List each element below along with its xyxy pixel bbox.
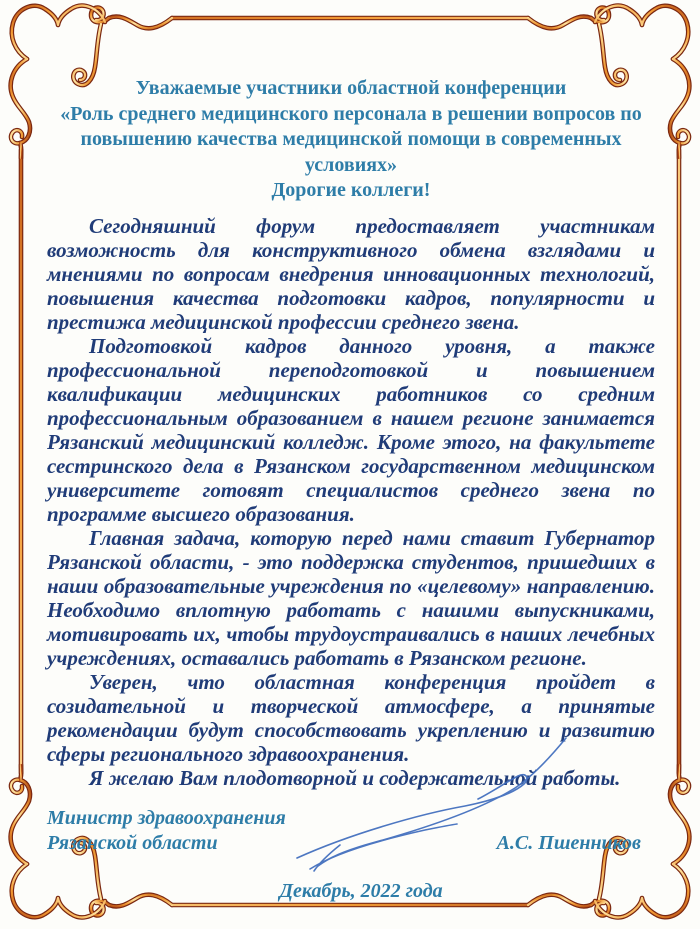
letter-content [47, 76, 655, 903]
letter-header [47, 76, 655, 204]
body-paragraph: Я желаю Вам плодотворной и содержательной работы. [89, 765, 621, 790]
greeting-line: Уважаемые участники областной конференции [135, 77, 567, 99]
signer-title-line1: Министр здравоохранения [47, 806, 286, 829]
body-paragraph: Уверен, что областная конференция пройдет в созидательной и творческой атмосфере, а принятые рекомендации будут способствовать укреплению и развитию сферы регионального здравоохранения. [47, 669, 655, 766]
signer-title [47, 806, 286, 856]
date-line: Декабрь, 2022 года [279, 879, 443, 902]
letter-body [47, 214, 655, 790]
conference-title: «Роль среднего медицинского персонала в решении вопросов по повышению качества медицинской помощи в современных условиях» [60, 102, 642, 176]
body-paragraph: Подготовкой кадров данного уровня, а также профессиональной переподготовкой и повышением квалификации медицинских работников со средним профессиональным образованием в нашем регионе занимается Рязанский медицинский колледж. Кроме этого, на факультете сестринского дела в Рязанском государственном медицинском университете готовят специалистов среднего звена по программе высшего образования. [47, 333, 655, 526]
salutation-line: Дорогие коллеги! [271, 179, 431, 201]
signer-title-line2: Рязанской области [47, 831, 218, 854]
body-paragraph: Сегодняшний форум предоставляет участникам возможность для конструктивного обмена взглядами и мнениями по вопросам внедрения инновационных технологий, повышения качества подготовки кадров, популярности и престижа медицинской профессии среднего звена. [47, 213, 655, 334]
body-paragraph: Главная задача, которую перед нами ставит Губернатор Рязанской области, - это поддержка студентов, пришедших в наши образовательные учреждения по «целевому» направлению. Необходимо вплотную работать с нашими выпускниками, мотивировать их, чтобы трудоустраивались в наших лечебных учреждениях, оставались работать в Рязанском регионе. [47, 525, 655, 670]
signer-name: А.С. Пшенников [496, 831, 641, 854]
signature-row [47, 806, 655, 856]
